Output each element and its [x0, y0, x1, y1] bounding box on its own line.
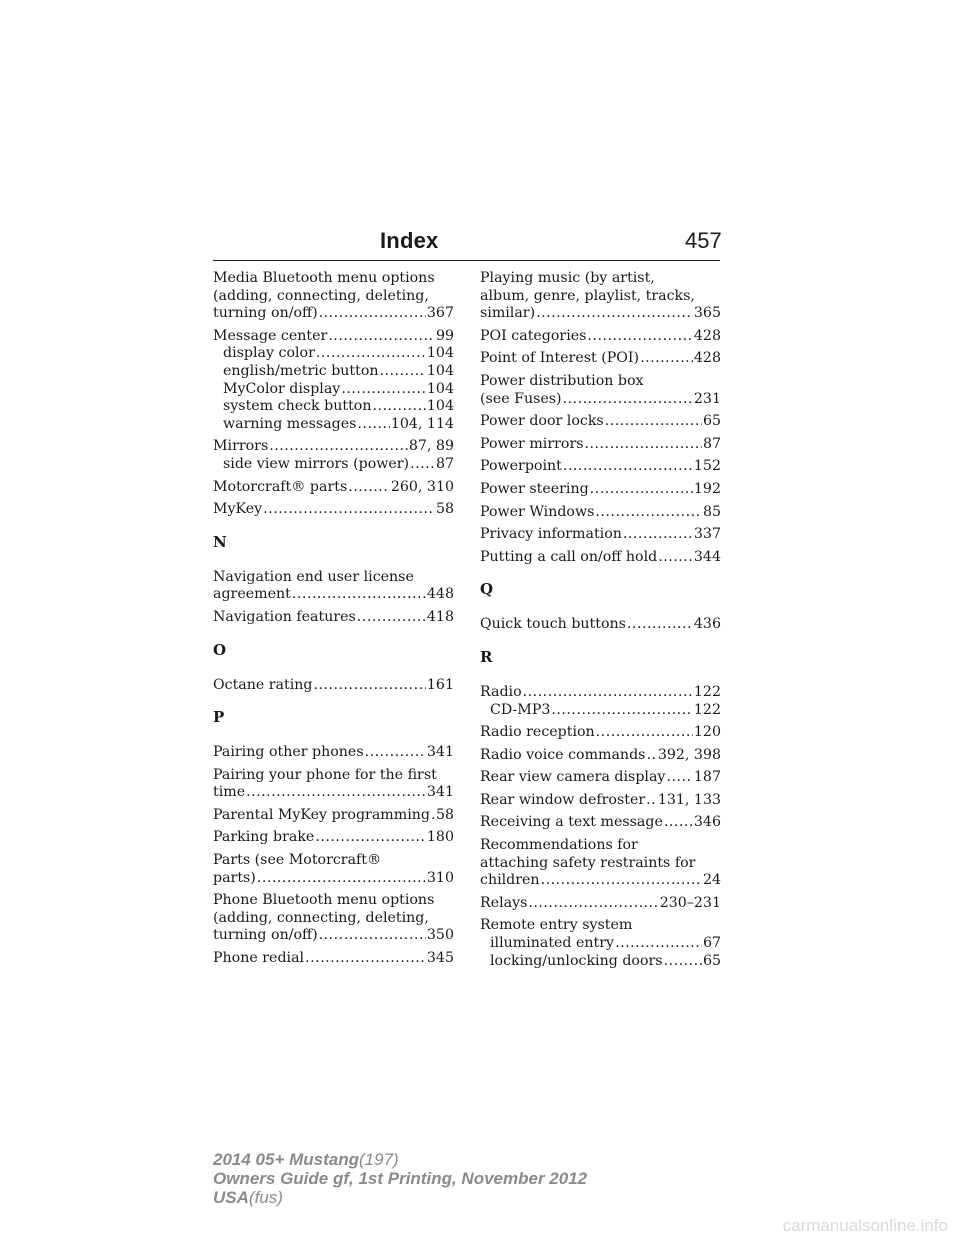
entry-text: Playing music (by artist,: [480, 270, 655, 286]
entry-page-number: 428: [693, 327, 721, 344]
index-entry: [480, 917, 721, 970]
entry-page-number: 428: [693, 350, 721, 367]
index-subentry-line: [480, 935, 721, 953]
entry-page-number: 436: [693, 616, 721, 633]
dot-leader: [319, 927, 426, 945]
index-entry-line: [213, 950, 454, 968]
index-entry: [480, 481, 721, 499]
dot-leader: [365, 744, 426, 762]
index-entry: [213, 767, 454, 802]
entry-page-number: 122: [693, 701, 721, 718]
dot-leader: [313, 677, 425, 695]
index-entry-line: [213, 927, 454, 945]
dot-leader: [615, 935, 702, 953]
index-subentry-line: [480, 702, 721, 720]
index-entry: [480, 504, 721, 522]
dot-leader: [380, 363, 426, 381]
entry-text: Recommendations for: [480, 837, 638, 854]
index-letter-heading: N: [213, 532, 227, 551]
index-entry: [213, 950, 454, 968]
entry-text: Power door locks: [480, 413, 604, 430]
entry-page-number: 341: [426, 744, 454, 761]
entry-text: Phone redial: [213, 950, 305, 967]
index-subentry-line: [213, 345, 454, 363]
entry-text: (adding, connecting, deleting,: [213, 287, 429, 304]
entry-page-number: 345: [426, 950, 454, 967]
index-entry-line: [480, 792, 721, 810]
index-entry-line: [480, 526, 721, 544]
dot-leader: [372, 398, 425, 416]
index-entry-line: [480, 855, 721, 873]
entry-page-number: 260, 310: [390, 478, 454, 495]
dot-leader: [357, 609, 426, 627]
index-entry-line: [480, 458, 721, 476]
entry-page-number: 104: [426, 380, 454, 397]
index-entry: [213, 852, 454, 887]
entry-text: Point of Interest (POI): [480, 350, 640, 367]
entry-text: turning on/off): [213, 305, 318, 322]
print-footer: [213, 1150, 587, 1207]
entry-page-number: 350: [426, 927, 454, 944]
dot-leader: [319, 305, 426, 323]
entry-page-number: 367: [426, 305, 454, 322]
index-entry-line: [213, 479, 454, 497]
dot-leader: [523, 684, 693, 702]
entry-page-number: 67: [702, 935, 721, 952]
index-entry-line: [213, 609, 454, 627]
index-entry: [480, 549, 721, 567]
entry-text: Quick touch buttons: [480, 616, 626, 633]
index-entry: [213, 829, 454, 847]
entry-page-number: 231: [693, 390, 721, 407]
index-entry-line: [480, 373, 721, 391]
index-entry-line: [480, 917, 721, 935]
dot-leader: [305, 950, 426, 968]
entry-text: Navigation end user license: [213, 568, 414, 585]
watermark: carmanualsonline.info: [782, 1216, 948, 1235]
index-entry-line: [213, 288, 454, 306]
dot-leader: [269, 438, 408, 456]
index-entry: [480, 684, 721, 719]
index-entry-line: [213, 807, 454, 825]
index-entry: [480, 526, 721, 544]
entry-page-number: 161: [426, 676, 454, 693]
index-entry: [480, 814, 721, 832]
index-entry-line: [480, 504, 721, 522]
entry-text: Parking brake: [213, 829, 315, 846]
index-entry: [213, 479, 454, 497]
dot-leader: [315, 829, 426, 847]
entry-text: Remote entry system: [480, 917, 633, 934]
dot-leader: [627, 616, 693, 634]
index-entry-line: [213, 305, 454, 323]
entry-text: Pairing other phones: [213, 744, 364, 761]
index-entry: [480, 724, 721, 742]
dot-leader: [341, 381, 426, 399]
entry-page-number: 344: [693, 548, 721, 565]
index-entry-line: [213, 270, 454, 288]
entry-text: Message center: [213, 327, 328, 344]
entry-text: Phone Bluetooth menu options: [213, 892, 435, 909]
index-letter-heading: R: [480, 647, 493, 666]
entry-text: album, genre, playlist, tracks,: [480, 287, 695, 304]
entry-page-number: 122: [693, 683, 721, 700]
entry-text: Parental MyKey programming: [213, 806, 430, 823]
index-subentry-line: [480, 953, 721, 971]
index-letter-heading: O: [213, 640, 227, 659]
dot-leader: [246, 784, 426, 802]
index-entry: [480, 270, 721, 323]
dot-leader: [431, 807, 435, 825]
index-entry-line: [213, 852, 454, 870]
index-entry-line: [480, 872, 721, 890]
index-entry-line: [213, 586, 454, 604]
index-entry-line: [213, 829, 454, 847]
entry-text: Rear view camera display: [480, 769, 666, 786]
entry-text: Power mirrors: [480, 435, 584, 452]
header-rule: [213, 260, 720, 261]
entry-page-number: 104: [426, 362, 454, 379]
entry-page-number: 87: [702, 435, 721, 452]
entry-page-number: 152: [693, 458, 721, 475]
index-entry: [480, 837, 721, 890]
footer-model: 2014 05+ Mustang: [213, 1150, 359, 1169]
entry-text: MyKey: [213, 501, 263, 518]
dot-leader: [410, 456, 435, 474]
index-entry: [213, 270, 454, 323]
index-entry: [213, 892, 454, 945]
entry-text: Power Windows: [480, 503, 595, 520]
index-entry: [480, 436, 721, 454]
index-entry: [480, 616, 721, 634]
index-entry-line: [480, 270, 721, 288]
entry-text: english/metric button: [223, 362, 379, 379]
entry-text: (adding, connecting, deleting,: [213, 909, 429, 926]
index-entry: [480, 458, 721, 476]
entry-page-number: 65: [702, 952, 721, 969]
entry-text: parts): [213, 869, 256, 886]
entry-page-number: 341: [426, 784, 454, 801]
entry-text: Putting a call on/off hold: [480, 548, 658, 565]
entry-text: (see Fuses): [480, 390, 562, 407]
footer-market: USA: [213, 1188, 249, 1207]
entry-text: attaching safety restraints for: [480, 854, 696, 871]
index-entry-line: [213, 910, 454, 928]
index-entry: [213, 609, 454, 627]
index-column-right: [480, 270, 721, 975]
entry-text: Media Bluetooth menu options: [213, 270, 435, 286]
entry-text: Mirrors: [213, 438, 269, 455]
entry-page-number: 392, 398: [657, 746, 721, 763]
dot-leader: [664, 814, 693, 832]
entry-text: Rear window defroster: [480, 791, 646, 808]
dot-leader: [595, 504, 702, 522]
dot-leader: [623, 526, 693, 544]
entry-page-number: 99: [435, 327, 454, 344]
entry-page-number: 87: [435, 455, 454, 472]
index-entry-line: [213, 767, 454, 785]
entry-page-number: 24: [702, 872, 721, 889]
dot-leader: [292, 586, 426, 604]
page-number: 457: [685, 228, 722, 253]
index-entry: [480, 895, 721, 913]
entry-page-number: 180: [426, 829, 454, 846]
dot-leader: [666, 769, 692, 787]
dot-leader: [551, 702, 693, 720]
entry-page-number: 346: [693, 814, 721, 831]
index-entry-line: [213, 438, 454, 456]
dot-leader: [357, 416, 389, 434]
index-entry-line: [213, 784, 454, 802]
index-entry-line: [480, 747, 721, 765]
index-entry-line: [480, 684, 721, 702]
entry-page-number: 120: [693, 724, 721, 741]
footer-guide: Owners Guide gf, 1st Printing, November 2012: [213, 1169, 588, 1188]
dot-leader: [257, 870, 426, 888]
entry-text: display color: [223, 345, 315, 362]
entry-text: illuminated entry: [490, 935, 615, 952]
entry-text: Receiving a text message: [480, 814, 663, 831]
entry-page-number: 192: [693, 480, 721, 497]
entry-text: warning messages: [223, 415, 357, 432]
dot-leader: [646, 747, 656, 765]
entry-page-number: 131, 133: [657, 791, 721, 808]
entry-page-number: 85: [702, 503, 721, 520]
entry-page-number: 58: [435, 501, 454, 518]
entry-text: Octane rating: [213, 676, 313, 693]
footer-code: (197): [359, 1150, 399, 1169]
index-entry: [213, 677, 454, 695]
dot-leader: [563, 391, 693, 409]
index-entry-line: [480, 391, 721, 409]
entry-page-number: 310: [426, 869, 454, 886]
footer-market-code: (fus): [248, 1188, 283, 1207]
dot-leader: [590, 481, 693, 499]
index-letter-heading: P: [213, 708, 225, 727]
dot-leader: [658, 549, 693, 567]
index-entry-line: [480, 436, 721, 454]
index-entry: [213, 807, 454, 825]
index-entry: [213, 744, 454, 762]
entry-page-number: 58: [435, 806, 454, 823]
entry-text: Motorcraft® parts: [213, 478, 348, 495]
index-entry-line: [213, 328, 454, 346]
entry-text: similar): [480, 305, 536, 322]
index-entry: [480, 769, 721, 787]
index-entry: [213, 569, 454, 604]
dot-leader: [563, 458, 693, 476]
entry-page-number: 337: [693, 526, 721, 543]
dot-leader: [640, 350, 693, 368]
index-entry-line: [480, 305, 721, 323]
entry-text: Radio: [480, 683, 522, 700]
entry-text: Pairing your phone for the first: [213, 766, 437, 783]
dot-leader: [328, 328, 435, 346]
dot-leader: [646, 792, 657, 810]
entry-text: Parts (see Motorcraft®: [213, 852, 382, 869]
dot-leader: [316, 345, 426, 363]
entry-text: Navigation features: [213, 608, 356, 625]
entry-text: Power distribution box: [480, 372, 644, 389]
entry-text: Privacy information: [480, 526, 622, 543]
index-entry-line: [213, 501, 454, 519]
index-subentry-line: [213, 363, 454, 381]
entry-text: agreement: [213, 586, 291, 603]
entry-text: MyColor display: [223, 380, 341, 397]
entry-page-number: 65: [702, 413, 721, 430]
entry-text: system check button: [223, 398, 372, 415]
entry-page-number: 418: [426, 608, 454, 625]
index-entry-line: [480, 616, 721, 634]
index-column-left: [213, 270, 454, 973]
entry-page-number: 187: [693, 769, 721, 786]
entry-page-number: 104: [426, 398, 454, 415]
entry-text: POI categories: [480, 327, 587, 344]
index-entry-line: [480, 837, 721, 855]
dot-leader: [541, 872, 702, 890]
index-entry: [213, 438, 454, 473]
index-entry-line: [480, 350, 721, 368]
index-letter-heading: Q: [480, 580, 494, 599]
index-entry-line: [480, 549, 721, 567]
index-entry: [480, 373, 721, 408]
index-entry: [213, 501, 454, 519]
index-entry: [480, 792, 721, 810]
dot-leader: [528, 895, 658, 913]
entry-page-number: 87, 89: [408, 438, 454, 455]
index-entry: [480, 413, 721, 431]
dot-leader: [605, 413, 702, 431]
index-entry-line: [213, 870, 454, 888]
entry-page-number: 104: [426, 345, 454, 362]
dot-leader: [263, 501, 435, 519]
entry-page-number: 230–231: [659, 894, 721, 911]
dot-leader: [587, 328, 692, 346]
index-entry-line: [480, 481, 721, 499]
index-subentry-line: [213, 398, 454, 416]
index-entry-line: [480, 895, 721, 913]
index-entry: [213, 328, 454, 434]
page-title: Index: [380, 228, 439, 253]
dot-leader: [348, 479, 390, 497]
entry-text: children: [480, 872, 540, 889]
index-subentry-line: [213, 456, 454, 474]
dot-leader: [585, 436, 702, 454]
entry-text: Radio voice commands: [480, 746, 646, 763]
index-entry-line: [480, 724, 721, 742]
entry-text: Radio reception: [480, 724, 595, 741]
index-entry-line: [213, 892, 454, 910]
entry-page-number: 104, 114: [390, 415, 454, 432]
entry-text: Power steering: [480, 480, 589, 497]
entry-text: CD-MP3: [490, 701, 551, 718]
entry-text: turning on/off): [213, 927, 318, 944]
index-entry: [480, 328, 721, 346]
entry-text: locking/unlocking doors: [490, 952, 663, 969]
dot-leader: [536, 305, 693, 323]
entry-text: time: [213, 784, 246, 801]
index-entry-line: [480, 288, 721, 306]
entry-text: Powerpoint: [480, 458, 562, 475]
entry-text: Relays: [480, 894, 528, 911]
dot-leader: [596, 724, 693, 742]
index-entry-line: [480, 413, 721, 431]
index-subentry-line: [213, 416, 454, 434]
index-entry-line: [480, 814, 721, 832]
entry-page-number: 448: [426, 586, 454, 603]
index-entry-line: [213, 677, 454, 695]
entry-text: side view mirrors (power): [223, 455, 410, 472]
index-entry-line: [213, 744, 454, 762]
entry-page-number: 365: [693, 305, 721, 322]
index-entry-line: [213, 569, 454, 587]
index-entry-line: [480, 769, 721, 787]
index-entry: [480, 350, 721, 368]
index-entry: [480, 747, 721, 765]
dot-leader: [664, 953, 702, 971]
index-subentry-line: [213, 381, 454, 399]
index-entry-line: [480, 328, 721, 346]
